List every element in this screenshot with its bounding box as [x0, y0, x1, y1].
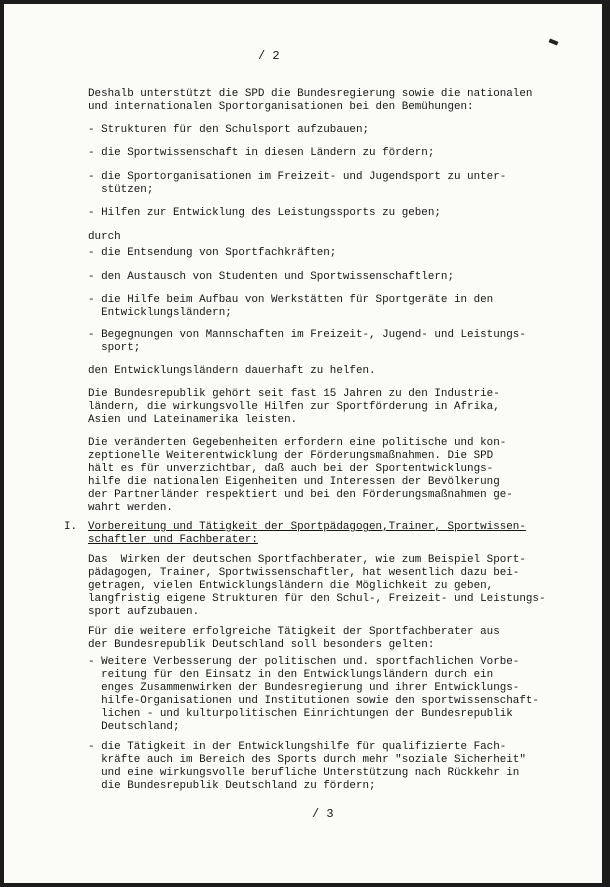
page-number-bottom: / 3 [312, 807, 334, 821]
section-title-line-1: Vorbereitung und Tätigkeit der Sportpädagogen,Trainer, Sportwissen- [88, 521, 526, 533]
section-title-line-2: schaftler und Fachberater: [88, 534, 258, 546]
section-paragraph-1-line-4: langfristig eigene Strukturen für den Schul-, Freizeit- und Leistungs- [88, 593, 546, 605]
section-list-1-line-5: lichen - und kulturpolitischen Einrichtungen der Bundesrepublik [88, 708, 513, 720]
means-item-1: - die Entsendung von Sportfachkräften; [88, 247, 337, 259]
paragraph-2-line-6: wahrt werden. [88, 502, 173, 514]
means-item-4-line-1: - Begegnungen von Mannschaften im Freizeit-, Jugend- und Leistungs- [88, 329, 526, 341]
means-item-3-line-2: Entwicklungsländern; [88, 307, 232, 319]
paragraph-1-line-2: ländern, die wirkungsvolle Hilfen zur Sportförderung in Afrika, [88, 401, 500, 413]
section-paragraph-1-line-2: pädagogen, Trainer, Sportwissenschaftler, hat wesentlich dazu bei- [88, 567, 520, 579]
paragraph-1-line-1: Die Bundesrepublik gehört seit fast 15 Jahren zu den Industrie- [88, 388, 500, 400]
section-list-2-line-3: und eine wirkungsvolle berufliche Unterstützung nach Rückkehr in [88, 767, 520, 779]
closing-line: den Entwicklungsländern dauerhaft zu helfen. [88, 365, 376, 377]
paragraph-2-line-1: Die veränderten Gegebenheiten erfordern eine politische und kon- [88, 437, 507, 449]
paragraph-1-line-3: Asien und Lateinamerika leisten. [88, 414, 298, 426]
section-list-2-line-4: die Bundesrepublik Deutschland zu fördern; [88, 780, 376, 792]
means-item-4-line-2: sport; [88, 342, 141, 354]
section-list-2-line-2: kräfte auch im Bereich des Sports durch mehr "soziale Sicherheit" [88, 754, 526, 766]
means-item-2: - den Austausch von Studenten und Sportwissenschaftlern; [88, 271, 454, 283]
section-list-2-line-1: - die Tätigkeit in der Entwicklungshilfe für qualifizierte Fach- [88, 741, 507, 753]
means-item-3-line-1: - die Hilfe beim Aufbau von Werkstätten für Sportgeräte in den [88, 294, 494, 306]
section-list-1-line-3: enges Zusammenwirken der Bundesregierung und ihrer Entwicklungs- [88, 682, 520, 694]
goal-item-4: - Hilfen zur Entwicklung des Leistungssports zu geben; [88, 207, 441, 219]
section-paragraph-1-line-3: getragen, vielen Entwicklungsländern die Möglichkeit zu geben, [88, 580, 494, 592]
paragraph-2-line-4: hilfe die nationalen Eigenheiten und Interessen der Bevölkerung [88, 476, 500, 488]
section-number: I. [64, 521, 78, 533]
page-number-top: / 2 [258, 49, 280, 63]
section-list-1-line-6: Deutschland; [88, 721, 180, 733]
paragraph-2-line-5: der Partnerländer respektiert und bei den Förderungsmaßnahmen ge- [88, 489, 513, 501]
goal-item-3-line-2: stützen; [88, 184, 154, 196]
section-paragraph-1-line-5: sport aufzubauen. [88, 606, 200, 618]
paragraph-2-line-2: zeptionelle Weiterentwicklung der Förderungsmaßnahmen. Die SPD [88, 450, 494, 462]
intro-line-1: Deshalb unterstützt die SPD die Bundesregierung sowie die nationalen [88, 88, 533, 100]
section-paragraph-2-line-2: der Bundesrepublik Deutschland soll besonders gelten: [88, 639, 435, 651]
means-heading: durch [88, 231, 121, 243]
section-paragraph-2-line-1: Für die weitere erfolgreiche Tätigkeit der Sportfachberater aus [88, 626, 500, 638]
intro-line-2: und internationalen Sportorganisationen bei den Bemühungen: [88, 101, 474, 113]
document-page [4, 4, 602, 883]
scan-mark [549, 38, 559, 45]
goal-item-2: - die Sportwissenschaft in diesen Ländern zu fördern; [88, 147, 435, 159]
goal-item-1: - Strukturen für den Schulsport aufzubauen; [88, 124, 370, 136]
section-list-1-line-4: hilfe-Organisationen und Institutionen sowie den sportwissenschaft- [88, 695, 539, 707]
section-list-1-line-2: reitung für den Einsatz in den Entwicklungsländern durch ein [88, 669, 494, 681]
section-list-1-line-1: - Weitere Verbesserung der politischen und. sportfachlichen Vorbe- [88, 656, 520, 668]
goal-item-3-line-1: - die Sportorganisationen im Freizeit- und Jugendsport zu unter- [88, 171, 507, 183]
paragraph-2-line-3: hält es für unverzichtbar, daß auch bei der Sportentwicklungs- [88, 463, 494, 475]
section-paragraph-1-line-1: Das Wirken der deutschen Sportfachberater, wie zum Beispiel Sport- [88, 554, 526, 566]
